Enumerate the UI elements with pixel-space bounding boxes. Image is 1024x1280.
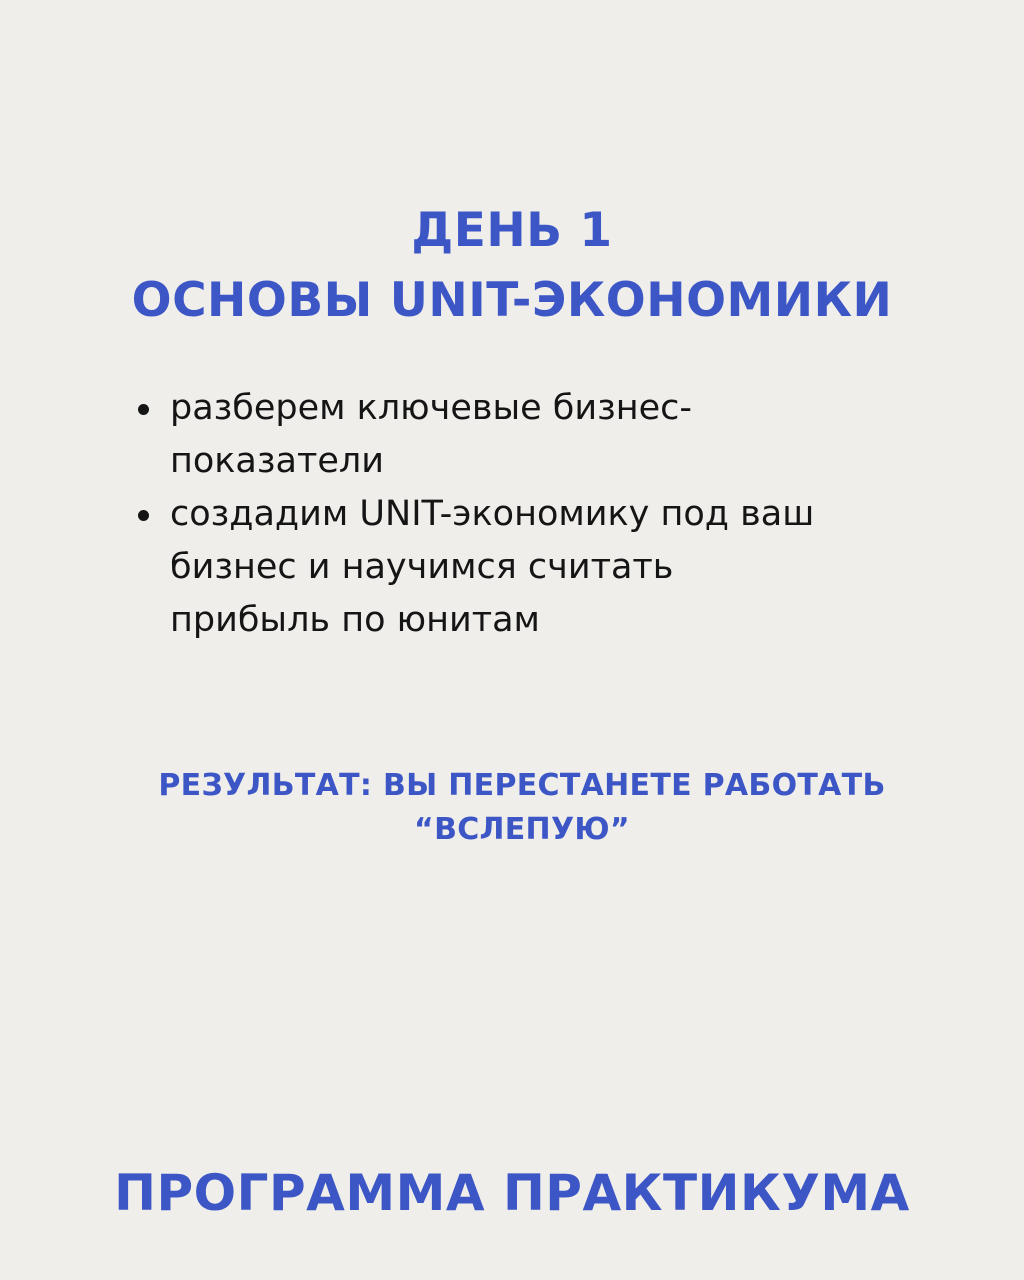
list-item xyxy=(132,488,932,647)
list-item-line: бизнес и научимся считать xyxy=(170,547,674,587)
result-text xyxy=(0,764,1024,852)
bullet-dot-icon xyxy=(138,404,149,415)
day-title: ДЕНЬ 1 xyxy=(411,203,613,258)
list-item-line: создадим UNIT-экономику под ваш xyxy=(170,494,815,534)
program-title: ПРОГРАММА ПРАКТИКУМА xyxy=(114,1164,910,1222)
list-item-line: разберем ключевые бизнес- xyxy=(170,388,693,428)
topics-list xyxy=(132,382,932,647)
day-heading xyxy=(0,196,1024,336)
bullet-dot-icon xyxy=(138,510,149,521)
list-item-line: показатели xyxy=(170,441,384,481)
list-item-line: прибыль по юнитам xyxy=(170,600,540,640)
day-topic: ОСНОВЫ UNIT-ЭКОНОМИКИ xyxy=(131,273,893,328)
list-item xyxy=(132,382,932,488)
result-line: “ВСЛЕПУЮ” xyxy=(414,812,630,847)
result-line: РЕЗУЛЬТАТ: ВЫ ПЕРЕСТАНЕТЕ РАБОТАТЬ xyxy=(158,768,886,803)
